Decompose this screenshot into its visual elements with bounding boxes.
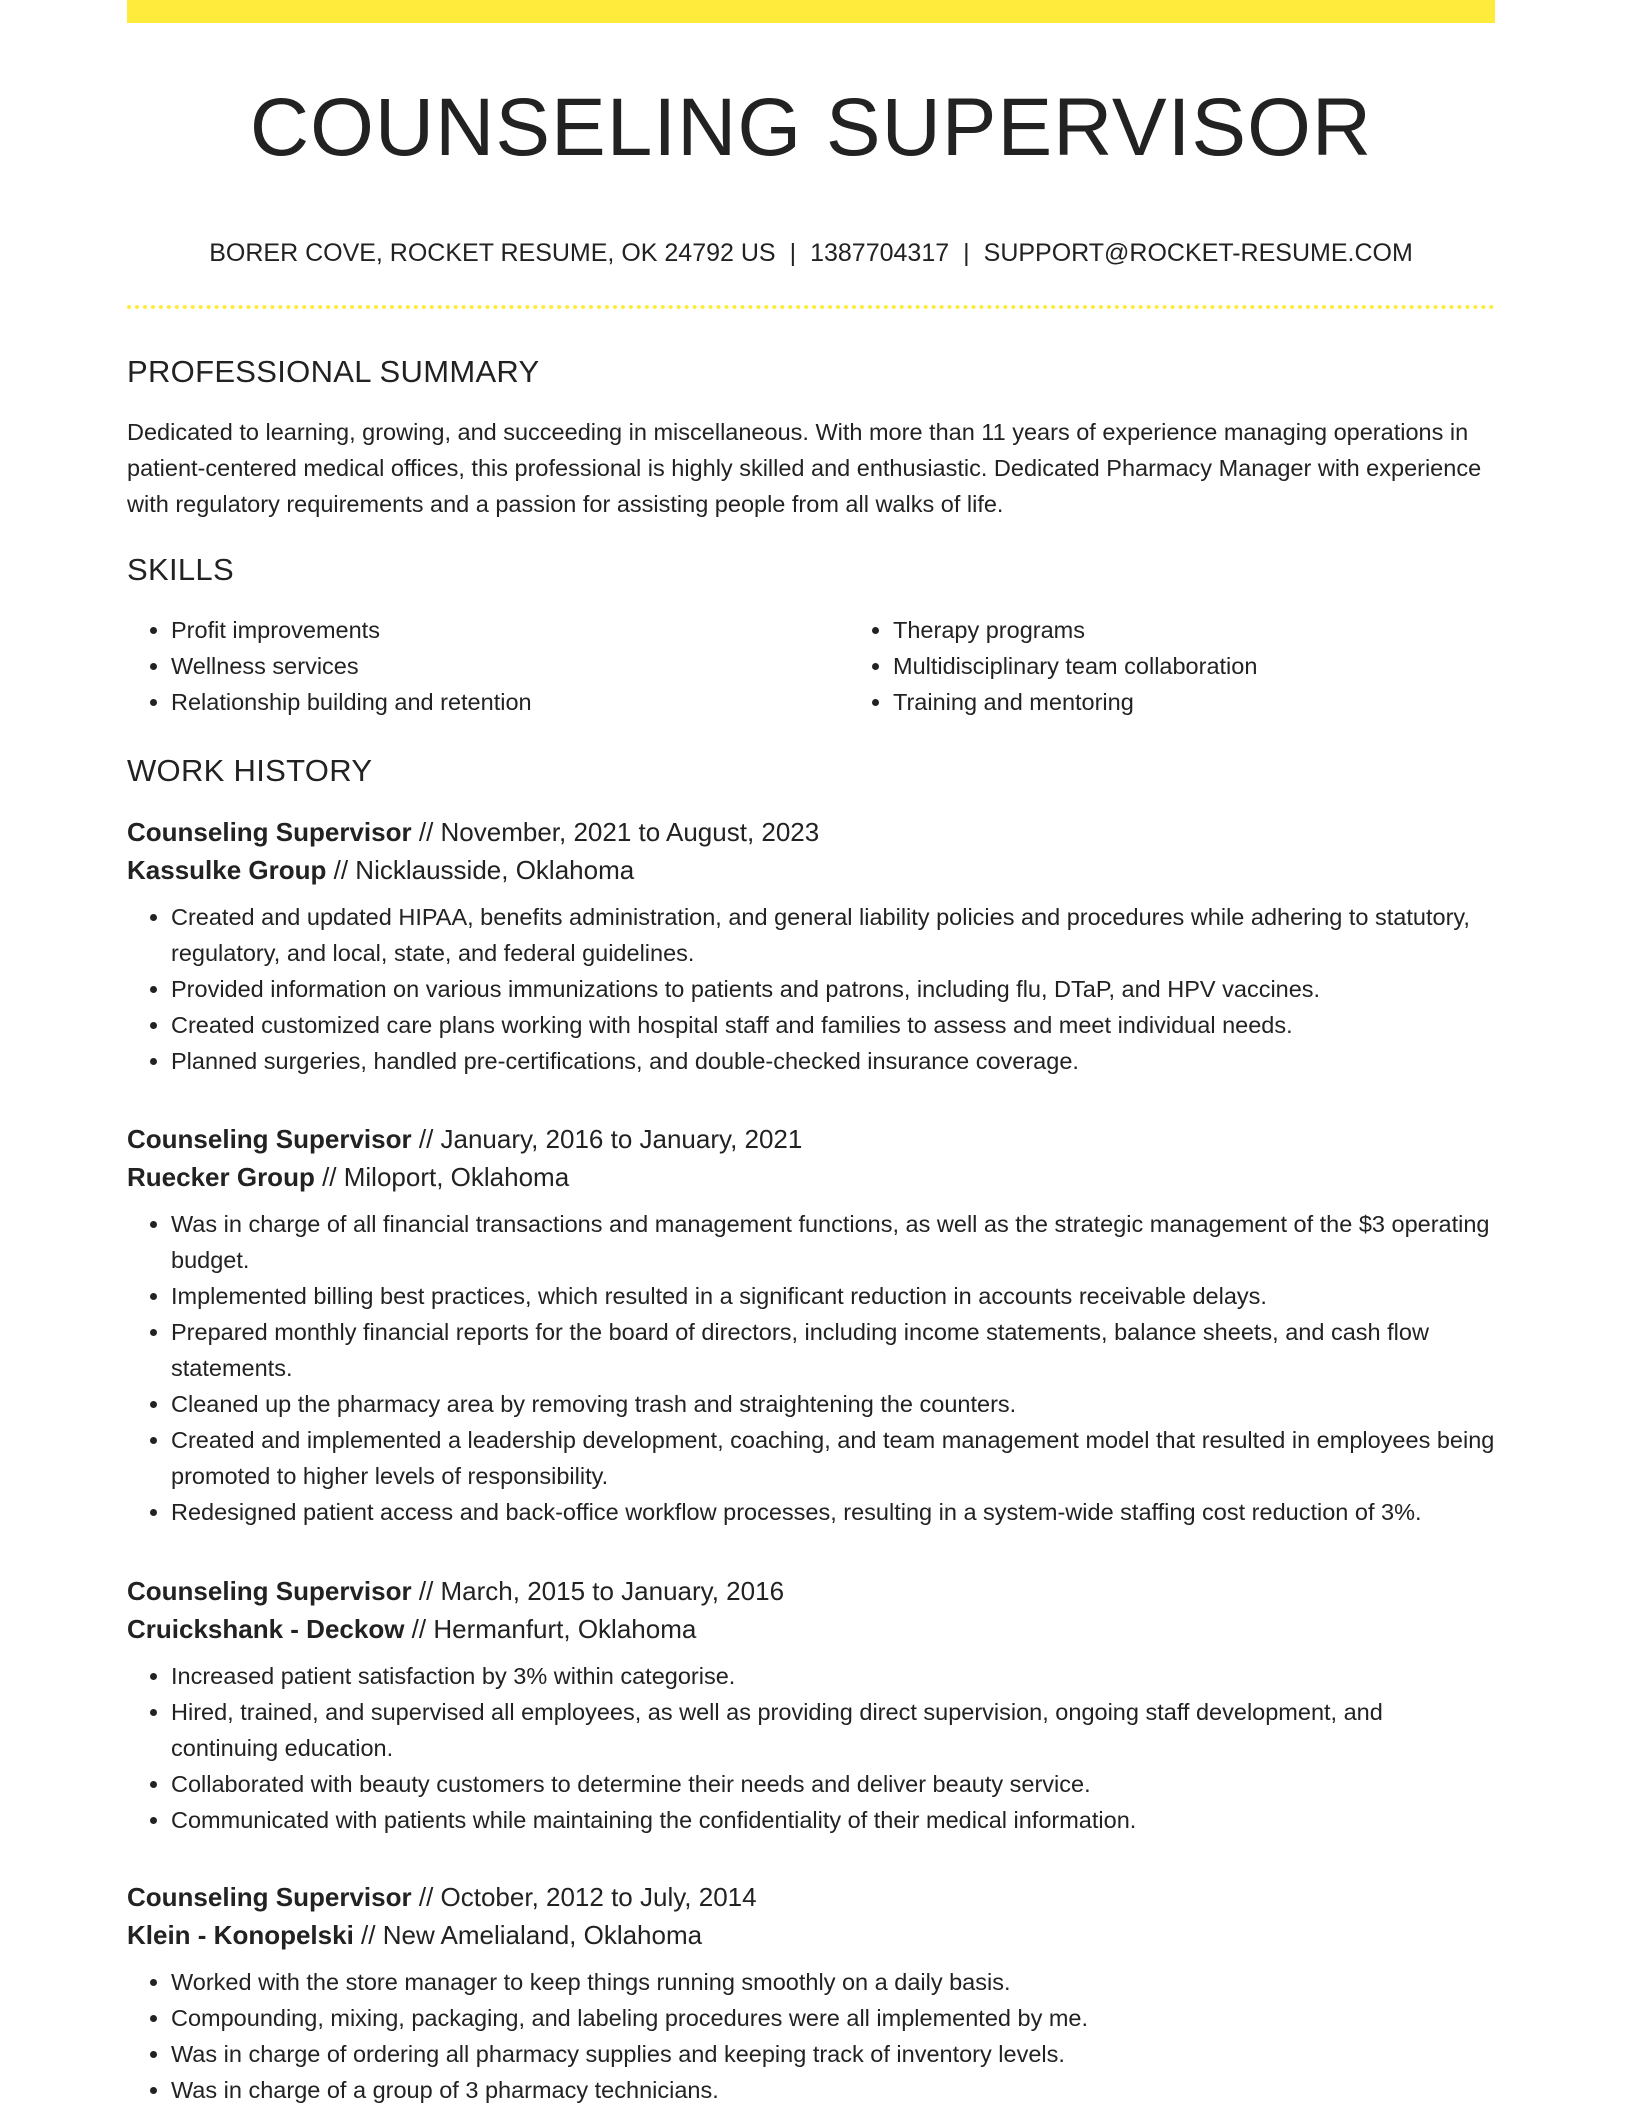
job-role: Counseling Supervisor <box>127 1576 412 1606</box>
job-dates: // November, 2021 to August, 2023 <box>418 817 820 847</box>
job-location: // Hermanfurt, Oklahoma <box>411 1614 697 1644</box>
job-bullet: • Created and updated HIPAA, benefits administration, and general liability policies and procedures while adhering to statutory, regulatory, and local, state, and federal guidelines. <box>171 899 1495 971</box>
job-dates: // October, 2012 to July, 2014 <box>418 1882 757 1912</box>
dotted-divider <box>127 305 1495 309</box>
work-history-heading: WORK HISTORY <box>127 753 373 788</box>
job-bullet: • Prepared monthly financial reports for the board of directors, including income statements, balance sheets, and cash flow statements. <box>171 1314 1495 1386</box>
job-title-line <box>127 1878 1495 1916</box>
skills-column-left <box>127 612 849 720</box>
job-title-line <box>127 1120 1495 1158</box>
job-bullet: • Compounding, mixing, packaging, and labeling procedures were all implemented by me. <box>171 2000 1495 2036</box>
job-entry <box>127 813 1495 1079</box>
contact-phone: 1387704317 <box>810 239 950 267</box>
skill-item: • Multidisciplinary team collaboration <box>893 648 1571 684</box>
job-company-line <box>127 1158 1495 1196</box>
job-bullet: • Was in charge of all financial transactions and management functions, as well as the strategic management of the $3 operating budget. <box>171 1206 1495 1278</box>
summary-heading: PROFESSIONAL SUMMARY <box>127 354 540 389</box>
job-bullets <box>127 1658 1495 1838</box>
job-role: Counseling Supervisor <box>127 1124 412 1154</box>
job-company-line <box>127 851 1495 889</box>
job-bullet: • Cleaned up the pharmacy area by removing trash and straightening the counters. <box>171 1386 1495 1422</box>
job-bullet: • Created customized care plans working with hospital staff and families to assess and meet individual needs. <box>171 1007 1495 1043</box>
skills-heading: SKILLS <box>127 552 234 587</box>
job-bullet: • Hired, trained, and supervised all employees, as well as providing direct supervision, ongoing staff development, and continuing education. <box>171 1694 1495 1766</box>
job-company: Cruickshank - Deckow <box>127 1614 405 1644</box>
summary-text: Dedicated to learning, growing, and succeeding in miscellaneous. With more than 11 years of experience managing operations in patient-centered medical offices, this professional is highly skilled and enthusiastic. Dedicated Pharmacy Manager with experience with regulatory requirements and a passion for assisting people from all walks of life. <box>127 419 1482 517</box>
contact-line <box>127 236 1495 270</box>
skills-list <box>127 612 1495 720</box>
job-bullet: • Created and implemented a leadership development, coaching, and team management model that resulted in employees being promoted to higher levels of responsibility. <box>171 1422 1495 1494</box>
job-bullets <box>127 1206 1495 1530</box>
job-location: // Nicklausside, Oklahoma <box>333 855 635 885</box>
job-entry <box>127 1572 1495 1838</box>
skill-item: • Relationship building and retention <box>171 684 849 720</box>
job-bullet: • Redesigned patient access and back-office workflow processes, resulting in a system-wide staffing cost reduction of 3%. <box>171 1494 1495 1530</box>
resume-name: COUNSELING SUPERVISOR <box>249 82 1373 173</box>
job-title-line <box>127 813 1495 851</box>
job-role: Counseling Supervisor <box>127 1882 412 1912</box>
job-dates: // March, 2015 to January, 2016 <box>418 1576 785 1606</box>
skills-column-right <box>849 612 1571 720</box>
job-company: Klein - Konopelski <box>127 1920 354 1950</box>
job-bullet: • Collaborated with beauty customers to determine their needs and deliver beauty service. <box>171 1766 1495 1802</box>
contact-separator: | <box>789 239 797 267</box>
job-bullet: • Increased patient satisfaction by 3% within categorise. <box>171 1658 1495 1694</box>
job-dates: // January, 2016 to January, 2021 <box>418 1124 803 1154</box>
accent-top-bar <box>127 0 1495 23</box>
job-location: // New Amelialand, Oklahoma <box>361 1920 703 1950</box>
contact-email: SUPPORT@ROCKET-RESUME.COM <box>983 239 1413 267</box>
job-bullet: • Communicated with patients while maintaining the confidentiality of their medical information. <box>171 1802 1495 1838</box>
job-company-line <box>127 1610 1495 1648</box>
job-bullet: • Planned surgeries, handled pre-certifications, and double-checked insurance coverage. <box>171 1043 1495 1079</box>
job-company: Kassulke Group <box>127 855 327 885</box>
job-entry <box>127 1878 1495 2108</box>
skill-item: • Therapy programs <box>893 612 1571 648</box>
job-bullet: • Worked with the store manager to keep things running smoothly on a daily basis. <box>171 1964 1495 2000</box>
contact-separator: | <box>963 239 970 267</box>
job-entry <box>127 1120 1495 1530</box>
job-location: // Miloport, Oklahoma <box>322 1162 570 1192</box>
contact-address: BORER COVE, ROCKET RESUME, OK 24792 US <box>209 239 776 267</box>
job-bullets <box>127 1964 1495 2108</box>
job-company-line <box>127 1916 1495 1954</box>
job-bullet: • Was in charge of a group of 3 pharmacy technicians. <box>171 2072 1495 2108</box>
job-bullets <box>127 899 1495 1079</box>
job-role: Counseling Supervisor <box>127 817 412 847</box>
job-company: Ruecker Group <box>127 1162 315 1192</box>
job-bullet: • Provided information on various immunizations to patients and patrons, including flu, DTaP, and HPV vaccines. <box>171 971 1495 1007</box>
skill-item: • Profit improvements <box>171 612 849 648</box>
job-bullet: • Implemented billing best practices, which resulted in a significant reduction in accounts receivable delays. <box>171 1278 1495 1314</box>
job-bullet: • Was in charge of ordering all pharmacy supplies and keeping track of inventory levels. <box>171 2036 1495 2072</box>
skill-item: • Training and mentoring <box>893 684 1571 720</box>
skill-item: • Wellness services <box>171 648 849 684</box>
job-title-line <box>127 1572 1495 1610</box>
